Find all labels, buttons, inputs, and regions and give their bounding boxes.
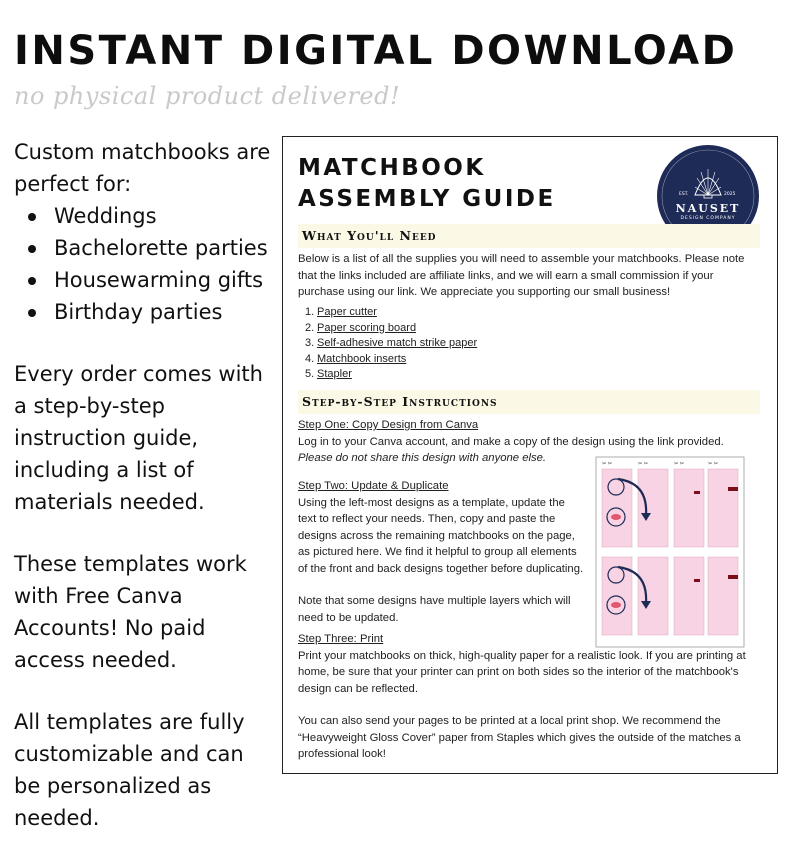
- supply-link[interactable]: Paper cutter: [317, 306, 377, 318]
- steps-heading: Step-by-Step Instructions: [298, 390, 760, 414]
- step-one: Step One: Copy Design from Canva Log in to your Canva account, and make a copy of the design using the link provided. Please do not share this design with anyone else.: [298, 417, 761, 467]
- step-one-title: Step One: Copy Design from Canva: [298, 419, 479, 431]
- svg-text:✂ ✂: ✂ ✂: [674, 461, 684, 467]
- list-item: 4. Matchbook inserts: [305, 352, 407, 365]
- step-three: Step Three: Print Print your matchbooks on thick, high-quality paper for a realistic look. If you are printing at home, be sure that your printer can print on both sides so the interior of the matchbook's design can be reflected. You can also send your pages to be printed at a local print shop. We recommend the “Heavyweight Gloss Cover” paper from Staples which gives the outside of the matches a professional look!: [298, 631, 761, 763]
- page-subheadline: no physical product delivered!: [14, 82, 401, 110]
- supply-link[interactable]: Self-adhesive match strike paper: [317, 337, 478, 349]
- list-item: 5. Stapler: [305, 368, 352, 380]
- list-item: 1. Paper cutter: [305, 306, 377, 318]
- left-column: [14, 136, 276, 864]
- list-item: 3. Self-adhesive match strike paper: [305, 337, 478, 349]
- logo-subtitle: DESIGN COMPANY: [680, 216, 736, 221]
- bullet-icon: [28, 309, 36, 317]
- list-item: Bachelorette parties: [14, 232, 276, 264]
- supply-link[interactable]: Stapler: [317, 368, 352, 380]
- bullet-icon: [28, 277, 36, 285]
- logo-brand: NAUSET: [675, 202, 741, 215]
- supply-link[interactable]: Matchbook inserts: [317, 352, 407, 365]
- guide-title: MATCHBOOK ASSEMBLY GUIDE: [298, 155, 556, 212]
- supply-link[interactable]: Paper scoring board: [317, 321, 417, 334]
- canva-paragraph: These templates work with Free Canva Accounts! No paid access needed.: [14, 552, 247, 672]
- svg-text:✂ ✂: ✂ ✂: [708, 461, 718, 467]
- step-two: Step Two: Update & Duplicate Using the left-most designs as a template, update the text to reflect your needs. Then, copy and paste the designs across the remaining matchbooks on the page, as pictured here. We find it helpful to group all elements of the front and back designs together before duplicating. Note that some designs have multiple layers which will need to be updated.: [298, 480, 584, 624]
- list-item: Birthday parties: [14, 296, 276, 328]
- intro-text: Custom matchbooks are perfect for:: [14, 140, 271, 196]
- assembly-guide-preview: [282, 136, 778, 774]
- list-item: 2. Paper scoring board: [305, 321, 417, 334]
- bullet-icon: [28, 213, 36, 221]
- customizable-paragraph: All templates are fully customizable and can be personalized as needed.: [14, 710, 245, 830]
- list-item: Weddings: [14, 200, 276, 232]
- svg-text:✂ ✂: ✂ ✂: [638, 461, 648, 467]
- guide-paragraph: Every order comes with a step-by-step instruction guide, including a list of materials needed.: [14, 362, 263, 514]
- nauset-logo: EST. 2025 NAUSET DESIGN COMPANY: [657, 145, 759, 247]
- step-three-title: Step Three: Print: [298, 633, 384, 645]
- svg-text:✂ ✂: ✂ ✂: [602, 461, 612, 467]
- bullet-icon: [28, 245, 36, 253]
- list-item: Housewarming gifts: [14, 264, 276, 296]
- step-two-title: Step Two: Update & Duplicate: [298, 480, 449, 492]
- supplies-list: [305, 305, 477, 383]
- page-headline: INSTANT DIGITAL DOWNLOAD: [14, 28, 738, 74]
- uses-list: [14, 200, 276, 328]
- needs-heading: What You'll Need: [298, 224, 760, 248]
- matchbook-template-diagram: [596, 457, 744, 647]
- needs-intro: Below is a list of all the supplies you will need to assemble your matchbooks. Please note that the links included are affiliate links, and we will earn a small commission if your purchase using our link. We appreciate you supporting our small business!: [298, 253, 745, 298]
